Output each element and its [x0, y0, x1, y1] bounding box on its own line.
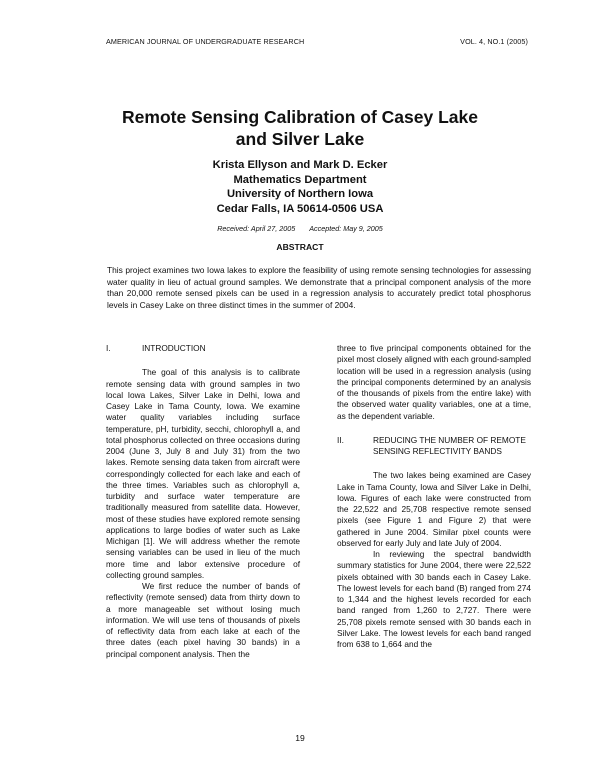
section-heading-reducing-bands	[337, 435, 531, 458]
accepted-date: Accepted: May 9, 2005	[309, 224, 383, 233]
left-column	[106, 343, 300, 660]
received-date: Received: April 27, 2005	[217, 224, 296, 233]
author-block	[100, 158, 500, 216]
body-paragraph: We first reduce the number of bands of reflectivity (remote sensed) data from thirty down to a more manageable set without losing much information. We will use tens of thousands of pixels of reflectivity data from each lake at each of the three dates (each pixel having 30 bands) in a principal component analysis. Then the	[106, 581, 300, 659]
paper-title-line-2: and Silver Lake	[235, 129, 365, 149]
author-department: Mathematics Department	[233, 173, 367, 186]
paper-title	[100, 106, 500, 150]
author-location: Cedar Falls, IA 50614-0506 USA	[216, 202, 384, 215]
body-paragraph: The two lakes being examined are Casey Lake in Tama County, Iowa and Silver Lake in Delhi, Iowa. Figures of each lake were constructed from the 22,522 and 25,708 respective remote sensed pixels (see Figure 1 and Figure 2) that were gathered in June 2004. Similar pixel counts were observed for early July and late July of 2004.	[337, 470, 531, 548]
running-header-journal: AMERICAN JOURNAL OF UNDERGRADUATE RESEARCH	[106, 37, 305, 46]
abstract-text: This project examines two Iowa lakes to explore the feasibility of using remote sensing technologies for assessing water quality in lieu of actual ground samples. We demonstrate that a principal component analysis of the more than 20,000 remote sensed pixels can be used in a regression analysis to accurately predict total phosphorus levels in Casey Lake on three distinct times in the summer of 2004.	[107, 265, 531, 310]
abstract-heading: ABSTRACT	[276, 242, 324, 252]
section-number: II.	[337, 434, 344, 445]
section-number: I.	[106, 343, 111, 353]
running-header-volume: VOL. 4, NO.1 (2005)	[460, 37, 528, 46]
paper-title-line-1: Remote Sensing Calibration of Casey Lake	[122, 107, 478, 127]
body-paragraph: three to five principal components obtained for the pixel most closely aligned with each ground-sampled location will be used in a regression analysis (using the principal components determined by an analysis of the thousands of pixels from the entire lake) with the observed water quality variables, one at a time, as the dependent variable.	[337, 343, 531, 421]
section-title: REDUCING THE NUMBER OF REMOTE SENSING REFLECTIVITY BANDS	[373, 434, 526, 456]
page-number: 19	[295, 733, 305, 743]
body-paragraph: The goal of this analysis is to calibrate remote sensing data with ground samples in two local Iowa Lakes, Silver Lake in Delhi, Iowa and Casey Lake in Tama County, Iowa. We examine water quality variables including surface temperature, pH, turbidity, secchi, chlorophyll a, and total phosphorus collected on three occasions during 2004 (June 3, July 8 and July 31) from the two lakes. Remote sensing data taken from aircraft were correspondingly collected for each lake and each of the three times. Variables such as chlorophyll a, turbidity and surface water temperature are traditionally measured from satellite data. However, most of these studies have explored remote sensing applications to large bodies of water such as Lake Michigan [1]. We will address whether the remote sensing variables can be used in lieu of the much more time and labor extensive procedure of collecting ground samples.	[106, 367, 300, 580]
section-heading-introduction	[106, 343, 300, 354]
body-paragraph: In reviewing the spectral bandwidth summary statistics for June 2004, there were 22,522 pixels obtained with 30 bands each in Casey Lake. The lowest levels for each band (B) ranged from 274 to 1,344 and the highest levels recorded for each band ranged from 1,260 to 2,727. There were 25,708 pixels remote sensed with 30 bands each in Silver Lake. The lowest levels for each band ranged from 638 to 1,664 and the	[337, 549, 531, 649]
author-university: University of Northern Iowa	[226, 188, 374, 200]
section-title: INTRODUCTION	[142, 343, 206, 353]
submission-dates	[100, 224, 500, 233]
right-column	[337, 343, 531, 650]
author-names: Krista Ellyson and Mark D. Ecker	[212, 159, 388, 171]
